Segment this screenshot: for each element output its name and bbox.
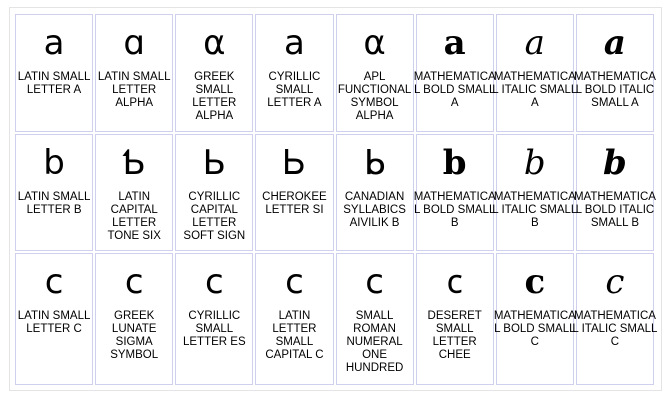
char-glyph: Ꮟ <box>283 142 306 183</box>
char-cell <box>255 14 333 132</box>
char-cell <box>413 14 496 132</box>
char-name: CHEROKEE LETTER SI <box>262 190 327 216</box>
char-name: MATHEMATICAL BOLD ITALIC SMALL B <box>573 190 656 229</box>
char-glyph: 𝐚 <box>443 23 466 63</box>
char-cell <box>255 253 333 385</box>
char-name: LATIN SMALL LETTER ALPHA <box>97 71 171 109</box>
char-name: CANADIAN SYLLABICS AIVILIK B <box>343 190 406 229</box>
char-cell <box>492 134 578 252</box>
char-glyph: c <box>44 262 64 303</box>
char-glyph: Ƅ <box>122 142 146 183</box>
char-glyph: 𝑎 <box>524 23 545 63</box>
char-glyph: ᖯ <box>363 142 386 183</box>
character-table <box>13 12 656 387</box>
char-cell <box>15 134 93 252</box>
char-cell <box>493 253 576 385</box>
char-glyph: 𝐛 <box>442 142 467 183</box>
char-name: GREEK LUNATE SIGMA SYMBOL <box>110 310 159 362</box>
char-glyph: ϲ <box>124 262 144 303</box>
char-cell <box>573 14 656 132</box>
char-glyph: a <box>43 23 65 63</box>
char-cell <box>336 14 414 132</box>
char-glyph: 𝒃 <box>603 142 627 183</box>
char-name: GREEK SMALL LETTER ALPHA <box>192 71 237 122</box>
char-glyph: 𝐜 <box>524 262 546 303</box>
char-name: MATHEMATICAL ITALIC SMALL B <box>492 190 578 229</box>
char-cell <box>15 253 93 385</box>
char-cell <box>175 134 253 252</box>
char-cell <box>416 253 494 385</box>
char-cell <box>95 134 173 252</box>
char-glyph: ⅽ <box>365 262 384 303</box>
char-cell <box>336 253 414 385</box>
char-glyph: α <box>203 23 226 63</box>
char-cell <box>573 134 656 252</box>
char-name: MATHEMATICAL BOLD SMALL C <box>493 310 576 349</box>
char-cell <box>15 14 93 132</box>
char-name: CYRILLIC SMALL LETTER ES <box>182 310 246 349</box>
char-cell <box>413 134 496 252</box>
char-name: DESERET SMALL LETTER CHEE <box>427 310 482 362</box>
char-name: CYRILLIC SMALL LETTER A <box>267 71 322 109</box>
char-glyph: а <box>284 23 305 63</box>
char-cell <box>255 134 333 252</box>
char-glyph: 𝑏 <box>523 142 546 183</box>
char-glyph: с <box>204 262 224 303</box>
char-name: MATHEMATICAL BOLD ITALIC SMALL A <box>573 71 656 109</box>
char-cell <box>336 134 414 252</box>
char-cell <box>175 253 253 385</box>
char-cell <box>95 253 173 385</box>
char-glyph: 𝒂 <box>603 23 626 63</box>
char-cell <box>175 14 253 132</box>
char-name: MATHEMATICAL ITALIC SMALL A <box>492 71 578 109</box>
char-glyph: 𝑐 <box>605 262 625 303</box>
char-name: LATIN CAPITAL LETTER TONE SIX <box>107 190 161 242</box>
char-name: LATIN SMALL LETTER B <box>17 190 91 216</box>
char-name: MATHEMATICAL ITALIC SMALL C <box>572 310 658 349</box>
char-name: LATIN LETTER SMALL CAPITAL C <box>265 310 324 362</box>
table-row <box>15 253 654 385</box>
char-cell <box>572 253 658 385</box>
char-cell <box>95 14 173 132</box>
char-glyph: b <box>43 142 65 183</box>
char-name: MATHEMATICAL BOLD SMALL A <box>413 71 496 109</box>
char-glyph: Ь <box>202 142 226 183</box>
char-glyph: ᴄ <box>285 262 304 303</box>
char-name: MATHEMATICAL BOLD SMALL B <box>413 190 496 229</box>
char-name: APL FUNCTIONAL SYMBOL ALPHA <box>337 71 412 122</box>
char-name: LATIN SMALL LETTER C <box>17 310 91 336</box>
char-name: CYRILLIC CAPITAL LETTER SOFT SIGN <box>183 190 246 242</box>
char-glyph: 𐐽 <box>446 262 463 303</box>
char-glyph: ⍺ <box>363 23 386 63</box>
char-cell <box>492 14 578 132</box>
char-name: SMALL ROMAN NUMERAL ONE HUNDRED <box>345 310 404 375</box>
char-glyph: ɑ <box>123 23 145 63</box>
table-row <box>15 14 654 132</box>
table-row <box>15 134 654 252</box>
char-name: LATIN SMALL LETTER A <box>17 71 91 96</box>
